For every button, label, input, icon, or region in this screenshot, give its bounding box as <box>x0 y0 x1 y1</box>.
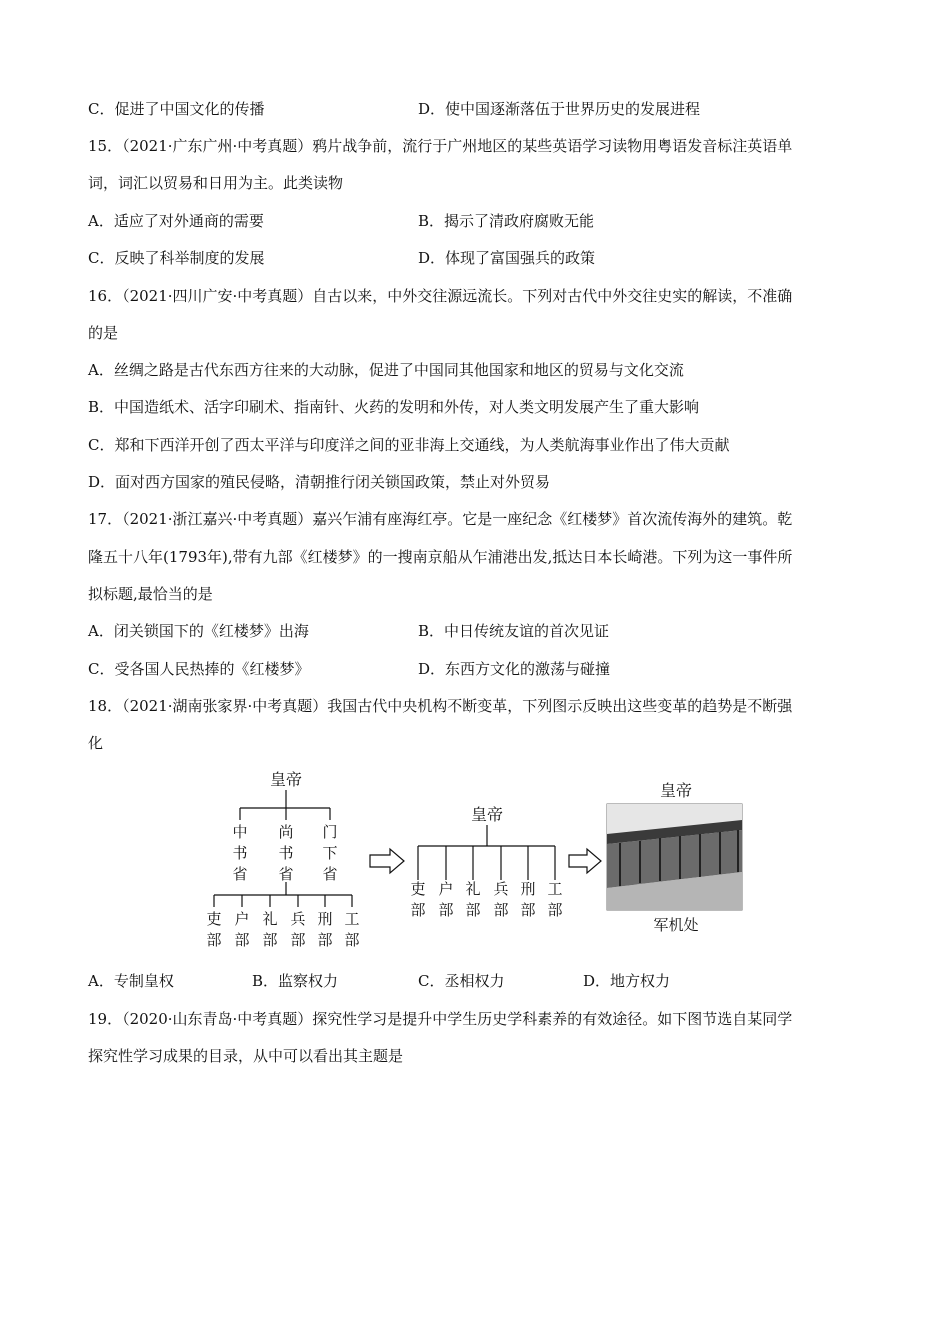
emperor-label-1: 皇帝 <box>269 770 303 789</box>
q18-option-a: A．专制皇权 <box>88 972 174 990</box>
bu-label-middle: 户部 <box>438 880 454 919</box>
q15-option-d: D．体现了富国强兵的政策 <box>418 249 596 267</box>
bu-label-left: 吏部 <box>206 910 222 949</box>
sheng-label: 门下省 <box>322 823 338 883</box>
bu-labels-left <box>206 910 359 949</box>
q17-option-c: C．受各国人民热捧的《红楼梦》 <box>88 660 310 678</box>
central-institutions-diagram <box>0 760 950 965</box>
bu-label-left: 兵部 <box>290 910 306 949</box>
q18-stem-line1: 18．（2021·湖南张家界·中考真题）我国古代中央机构不断变革，下列图示反映出这些变革的趋势是不断强 <box>88 697 793 715</box>
q16-option-b: B．中国造纸术、活字印刷术、指南针、火药的发明和外传，对人类文明发展产生了重大影响 <box>88 398 700 416</box>
q17-option-a: A．闭关锁国下的《红楼梦》出海 <box>88 622 309 640</box>
q17-stem-line1: 17．（2021·浙江嘉兴·中考真题）嘉兴乍浦有座海红亭。它是一座纪念《红楼梦》首次流传海外的建筑。乾 <box>88 510 793 528</box>
q18-stem-line2: 化 <box>88 734 104 752</box>
junjichu-photo <box>607 804 742 910</box>
q17-stem-line2: 隆五十八年(1793年),带有九部《红楼梦》的一搜南京船从乍浦港出发,抵达日本长崎港。下列为这一事件所 <box>88 548 793 566</box>
bu-label-middle: 礼部 <box>465 880 481 919</box>
q15-option-c: C．反映了科举制度的发展 <box>88 249 265 267</box>
q17-stem-line3: 拟标题,最恰当的是 <box>88 585 213 603</box>
bu-label-left: 礼部 <box>262 910 278 949</box>
sheng-labels <box>232 823 337 883</box>
q15-stem-line2: 词，词汇以贸易和日用为主。此类读物 <box>88 174 344 192</box>
q16-option-c: C．郑和下西洋开创了西太平洋与印度洋之间的亚非海上交通线，为人类航海事业作出了伟大贡献 <box>88 436 730 454</box>
q16-stem-line1: 16．（2021·四川广安·中考真题）自古以来，中外交往源远流长。下列对古代中外交往史实的解读，不准确 <box>88 287 793 305</box>
q19-stem-line1: 19．（2020·山东青岛·中考真题）探究性学习是提升中学生历史学科素养的有效途径。如下图节选自某同学 <box>88 1010 793 1028</box>
q15-option-b: B．揭示了清政府腐败无能 <box>418 212 595 230</box>
q19-stem-line2: 探究性学习成果的目录，从中可以看出其主题是 <box>88 1047 404 1065</box>
q18-option-d: D．地方权力 <box>583 972 671 990</box>
emperor-label-3: 皇帝 <box>659 781 693 800</box>
bu-label-middle: 兵部 <box>493 880 509 919</box>
q16-option-a: A．丝绸之路是古代东西方往来的大动脉，促进了中国同其他国家和地区的贸易与文化交流 <box>88 361 684 379</box>
q18-option-c: C．丞相权力 <box>418 972 505 990</box>
q15-option-a: A．适应了对外通商的需要 <box>88 212 264 230</box>
sheng-label: 尚书省 <box>278 823 294 883</box>
q16-stem-line2: 的是 <box>88 324 119 342</box>
q17-option-d: D．东西方文化的激荡与碰撞 <box>418 660 611 678</box>
bu-labels-middle <box>410 880 562 919</box>
q16-option-d: D．面对西方国家的殖民侵略，清朝推行闭关锁国政策，禁止对外贸易 <box>88 473 551 491</box>
bu-label-left: 工部 <box>344 910 360 949</box>
bu-label-left: 户部 <box>234 910 250 949</box>
q17-option-b: B．中日传统友谊的首次见证 <box>418 622 610 640</box>
q14-option-d: D．使中国逐渐落伍于世界历史的发展进程 <box>418 100 701 118</box>
sheng-label: 中书省 <box>232 823 248 883</box>
q15-stem-line1: 15．（2021·广东广州·中考真题）鸦片战争前，流行于广州地区的某些英语学习读物用粤语发音标注英语单 <box>88 137 793 155</box>
q14-option-c: C．促进了中国文化的传播 <box>88 100 265 118</box>
bu-label-middle: 工部 <box>547 880 563 919</box>
bu-label-left: 刑部 <box>317 910 333 949</box>
emperor-label-2: 皇帝 <box>470 805 504 824</box>
q18-option-b: B．监察权力 <box>252 972 339 990</box>
junjichu-label: 军机处 <box>653 916 699 934</box>
bu-label-middle: 刑部 <box>520 880 536 919</box>
bu-label-middle: 吏部 <box>410 880 426 919</box>
